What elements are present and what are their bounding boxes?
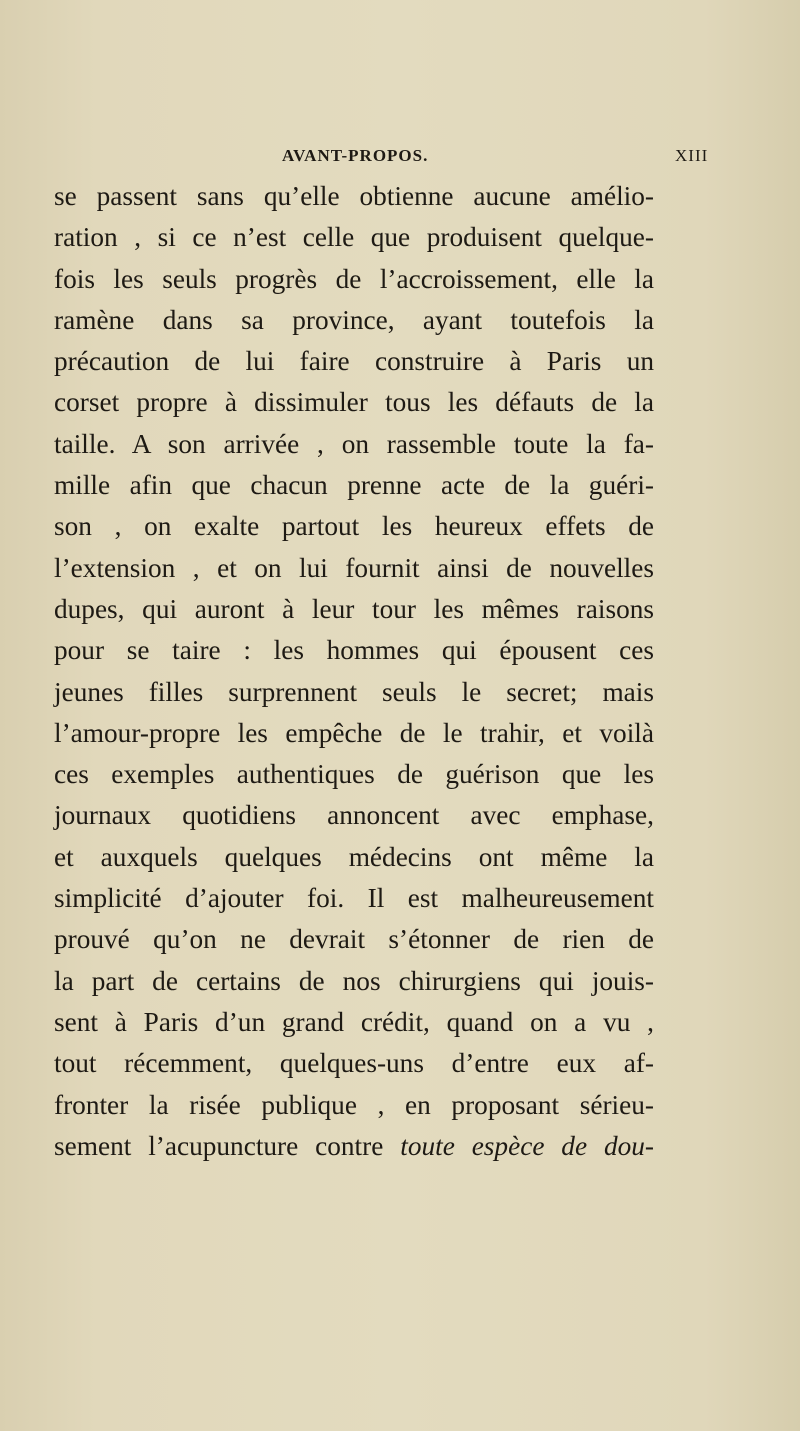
text-line: l’amour-propre les empêche de le trahir, et voilà: [54, 717, 654, 748]
text-line: tout récemment, quelques-uns d’entre eux af-: [54, 1048, 654, 1079]
text-line: journaux quotidiens annoncent avec emphase,: [54, 800, 654, 831]
text-line: ces exemples authentiques de guérison que les: [54, 759, 654, 790]
last-line-roman: sement l’acupuncture contre: [54, 1130, 384, 1161]
text-line: simplicité d’ajouter foi. Il est malheureusement: [54, 883, 654, 914]
text-line: la part de certains de nos chirurgiens qui jouis-: [54, 965, 654, 996]
text-line: pour se taire : les hommes qui épousent ces: [54, 635, 654, 666]
text-line: dupes, qui auront à leur tour les mêmes raisons: [54, 593, 654, 624]
text-line: taille. A son arrivée , on rassemble toute la fa-: [54, 428, 654, 459]
text-line: se passent sans qu’elle obtienne aucune amélio-: [54, 181, 654, 211]
page-header: [60, 146, 760, 176]
text-line: fronter la risée publique , en proposant sérieu-: [54, 1089, 654, 1120]
text-line: ration , si ce n’est celle que produisent quelque-: [54, 222, 654, 253]
text-line: l’extension , et on lui fournit ainsi de nouvelles: [54, 552, 654, 583]
page-number: XIII: [675, 146, 709, 165]
last-line-italic: toute espèce de dou-: [400, 1130, 654, 1161]
text-line: fois les seuls progrès de l’accroissement, elle la: [54, 263, 654, 294]
text-line: son , on exalte partout les heureux effets de: [54, 511, 654, 542]
text-line: et auxquels quelques médecins ont même la: [54, 841, 654, 872]
text-line: prouvé qu’on ne devrait s’étonner de rien de: [54, 924, 654, 955]
text-line: ramène dans sa province, ayant toutefois la: [54, 304, 654, 335]
text-line-last: [54, 1126, 654, 1167]
text-line: précaution de lui faire construire à Paris un: [54, 346, 654, 377]
text-line: jeunes filles surprennent seuls le secret; mais: [54, 676, 654, 707]
running-title: AVANT-PROPOS.: [282, 146, 429, 165]
text-line: sent à Paris d’un grand crédit, quand on a vu ,: [54, 1006, 654, 1037]
text-line: corset propre à dissimuler tous les défauts de la: [54, 387, 654, 418]
text-line: mille afin que chacun prenne acte de la guéri-: [54, 470, 654, 501]
body-text: [54, 176, 654, 1167]
